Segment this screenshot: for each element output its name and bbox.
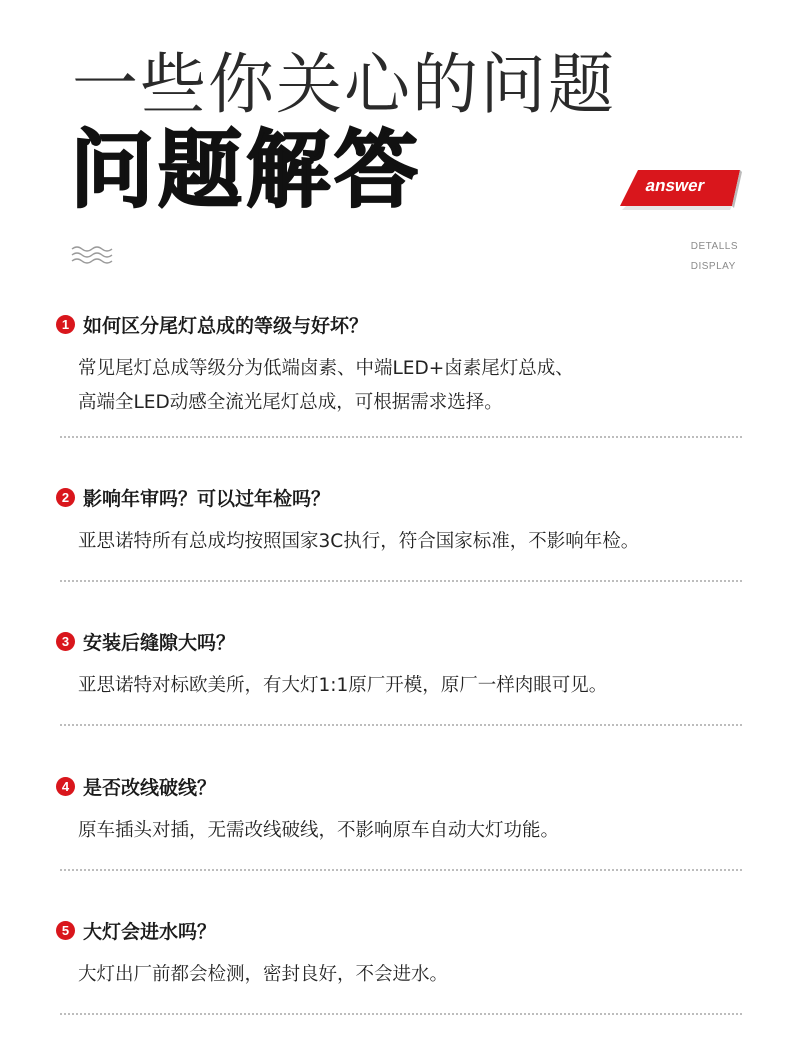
dotted-divider (60, 580, 742, 582)
faq-item (56, 627, 742, 703)
faq-item (56, 310, 742, 420)
page-title-light: 一些你关心的问题 (72, 46, 616, 123)
answer-tag (620, 166, 742, 210)
faq-question: 大灯会进水吗？ (83, 920, 217, 943)
faq-answer: 原车插头对插，无需改线破线，不影响原车自动大灯功能。 (78, 820, 560, 841)
faq-answer: 常见尾灯总成等级分为低端卤素、中端LED+卤素尾灯总成、 高端全LED动感全流光尾灯总成，可根据需求选择。 (78, 358, 574, 413)
dotted-divider (60, 869, 742, 871)
faq-answer: 亚思诺特对标欧美所，有大灯1:1原厂开模，原厂一样肉眼可见。 (78, 675, 608, 696)
details-line-2: DISPLAY (690, 261, 736, 272)
details-line-1: DETALLS (690, 241, 738, 252)
faq-item (56, 916, 742, 992)
wave-lines-icon (70, 244, 114, 270)
faq-answer: 亚思诺特所有总成均按照国家3C执行，符合国家标准，不影响年检。 (78, 531, 640, 552)
faq-item (56, 772, 742, 848)
number-badge: 4 (56, 777, 75, 796)
faq-question: 影响年审吗？可以过年检吗？ (83, 487, 331, 510)
number-badge: 2 (56, 488, 75, 507)
number-badge: 5 (56, 921, 75, 940)
number-badge: 1 (56, 315, 75, 334)
dotted-divider (60, 436, 742, 438)
faq-question: 如何区分尾灯总成的等级与好坏？ (83, 314, 369, 337)
faq-answer: 大灯出厂前都会检测，密封良好，不会进水。 (78, 964, 449, 985)
number-badge: 3 (56, 632, 75, 651)
details-display-label (691, 237, 738, 277)
faq-item (56, 483, 742, 559)
faq-question: 安装后缝隙大吗？ (83, 631, 236, 654)
answer-tag-label: answer (643, 176, 707, 195)
page-title-bold: 问题解答 (70, 121, 423, 219)
faq-question: 是否改线破线？ (83, 776, 217, 799)
dotted-divider (60, 724, 742, 726)
dotted-divider (60, 1013, 742, 1015)
